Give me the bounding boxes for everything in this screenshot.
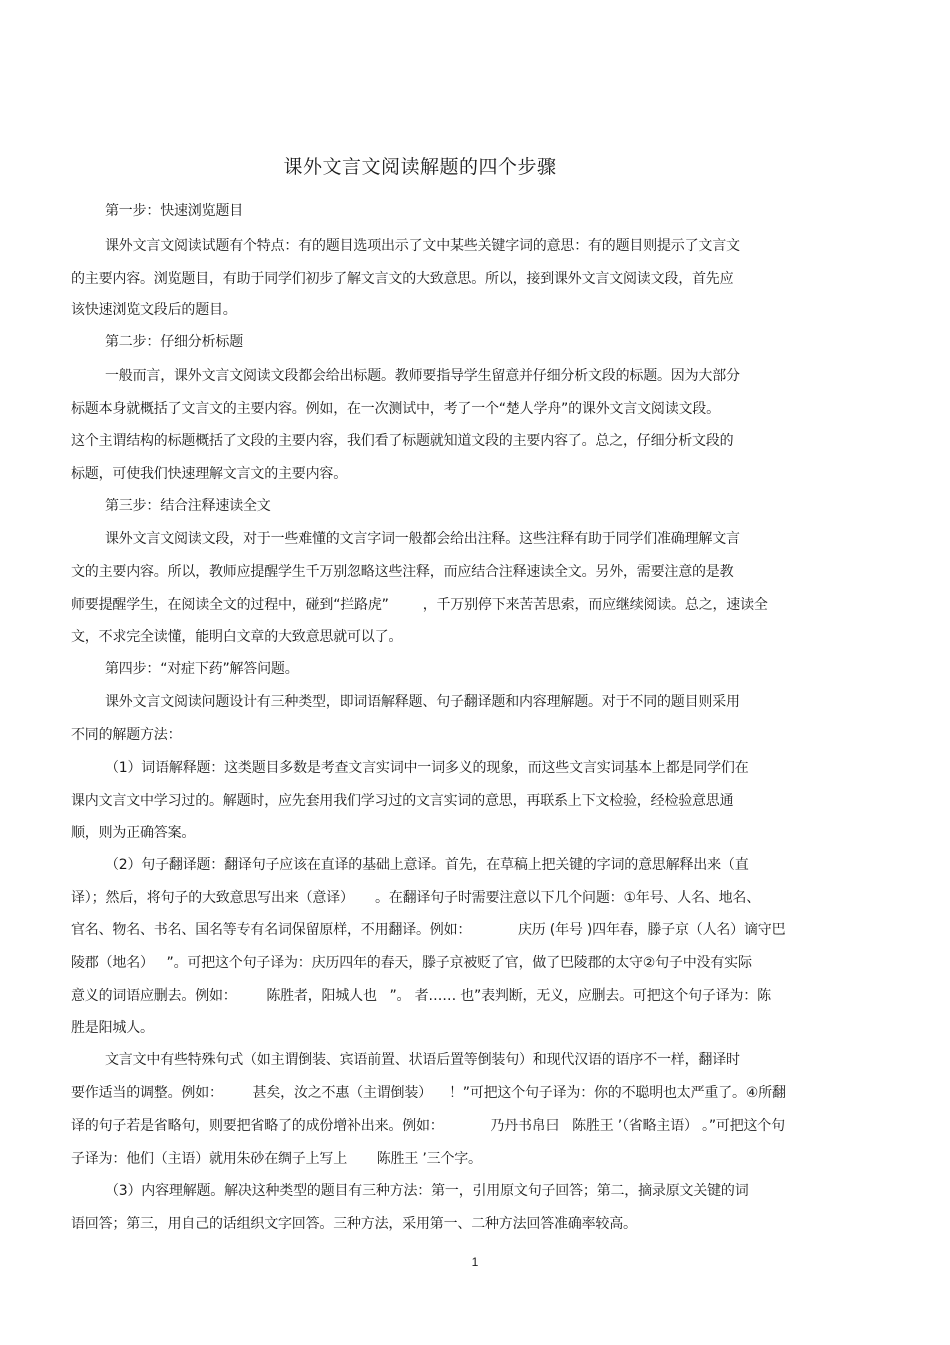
step3-heading: 第三步：结合注释速读全文 bbox=[105, 498, 271, 514]
paragraph-line: 课外文言文阅读问题设计有三种类型，即词语解释题、句子翻译题和内容理解题。对于不同的题目则采用 bbox=[105, 694, 740, 710]
step2-heading: 第二步：仔细分析标题 bbox=[105, 334, 243, 350]
paragraph-line: 译的句子若是省略句，则要把省略了的成份增补出来。例如： 乃丹书帛曰 陈胜王 ’（省略主语） 。”可把这个句 bbox=[71, 1118, 785, 1134]
paragraph-line: 该快速浏览文段后的题目。 bbox=[71, 302, 237, 318]
step1-heading: 第一步：快速浏览题目 bbox=[105, 203, 243, 219]
paragraph-line: 胜是阳城人。 bbox=[71, 1020, 154, 1036]
paragraph-line: 陵郡（地名） ”。可把这个句子译为：庆历四年的春天，滕子京被贬了官，做了巴陵郡的太守②句子中没有实际 bbox=[71, 955, 752, 971]
paragraph-line: 官名、物名、书名、国名等专有名词保留原样，不用翻译。例如： 庆历 (年号 )四年春，滕子京（人名）谪守巴 bbox=[71, 922, 786, 938]
paragraph-line: 不同的解题方法： bbox=[71, 727, 182, 743]
paragraph-line: 文言文中有些特殊句式（如主谓倒装、宾语前置、状语后置等倒装句）和现代汉语的语序不一样，翻译时 bbox=[105, 1052, 740, 1068]
paragraph-line: 文的主要内容。所以，教师应提醒学生千万别忽略这些注释，而应结合注释速读全文。另外，需要注意的是教 bbox=[71, 564, 734, 580]
paragraph-line: 译）；然后，将句子的大致意思写出来（意译） 。在翻译句子时需要注意以下几个问题：①年号、人名、地名、 bbox=[71, 890, 760, 906]
method-2-line: （2）句子翻译题：翻译句子应该在直译的基础上意译。首先，在草稿上把关键的字词的意思解释出来（直 bbox=[105, 857, 749, 873]
page-number: 1 bbox=[471, 1255, 479, 1269]
paragraph-line: 课外文言文阅读文段，对于一些难懂的文言字词一般都会给出注释。这些注释有助于同学们准确理解文言 bbox=[105, 531, 740, 547]
paragraph-line: 标题本身就概括了文言文的主要内容。例如，在一次测试中，考了一个“楚人学舟”的课外文言文阅读文段。 bbox=[71, 401, 720, 417]
document-title: 课外文言文阅读解题的四个步骤 bbox=[283, 156, 557, 178]
paragraph-line: 语回答；第三，用自己的话组织文字回答。三种方法，采用第一、二种方法回答准确率较高。 bbox=[71, 1216, 637, 1232]
paragraph-line: 这个主谓结构的标题概括了文段的主要内容，我们看了标题就知道文段的主要内容了。总之，仔细分析文段的 bbox=[71, 433, 734, 449]
paragraph-line: 文，不求完全读懂，能明白文章的大致意思就可以了。 bbox=[71, 629, 403, 645]
paragraph-line: 的主要内容。浏览题目，有助于同学们初步了解文言文的大致意思。所以，接到课外文言文阅读文段，首先应 bbox=[71, 271, 734, 287]
step4-heading: 第四步：“对症下药”解答问题。 bbox=[105, 661, 299, 677]
paragraph-line: 标题，可使我们快速理解文言文的主要内容。 bbox=[71, 466, 347, 482]
paragraph-line: 课内文言文中学习过的。解题时，应先套用我们学习过的文言实词的意思，再联系上下文检验，经检验意思通 bbox=[71, 793, 734, 809]
paragraph-line: 顺，则为正确答案。 bbox=[71, 825, 196, 841]
paragraph-line: 师要提醒学生，在阅读全文的过程中，碰到“拦路虎” ，千万别停下来苦苦思索，而应继续阅读。总之，速读全 bbox=[71, 597, 768, 613]
paragraph-line: 子译为：他们（主语）就用朱砂在绸子上写上 陈胜王 ’三个字。 bbox=[71, 1151, 482, 1167]
paragraph-line: 课外文言文阅读试题有个特点：有的题目选项出示了文中某些关键字词的意思：有的题目则提示了文言文 bbox=[105, 238, 740, 254]
method-3-line: （3）内容理解题。解决这种类型的题目有三种方法：第一，引用原文句子回答；第二，摘录原文关键的词 bbox=[105, 1183, 749, 1199]
paragraph-line: 一般而言，课外文言文阅读文段都会给出标题。教师要指导学生留意并仔细分析文段的标题。因为大部分 bbox=[105, 368, 740, 384]
method-1-line: （1）词语解释题：这类题目多数是考查文言实词中一词多义的现象，而这些文言实词基本上都是同学们在 bbox=[105, 760, 749, 776]
paragraph-line: 要作适当的调整。例如： 甚矣，汝之不惠（主谓倒装） ！”可把这个句子译为：你的不聪明也太严重了。④所翻 bbox=[71, 1085, 786, 1101]
paragraph-line: 意义的词语应删去。例如： 陈胜者，阳城人也 ”。 者…… 也”表判断，无义，应删去。可把这个句子译为：陈 bbox=[71, 988, 771, 1004]
